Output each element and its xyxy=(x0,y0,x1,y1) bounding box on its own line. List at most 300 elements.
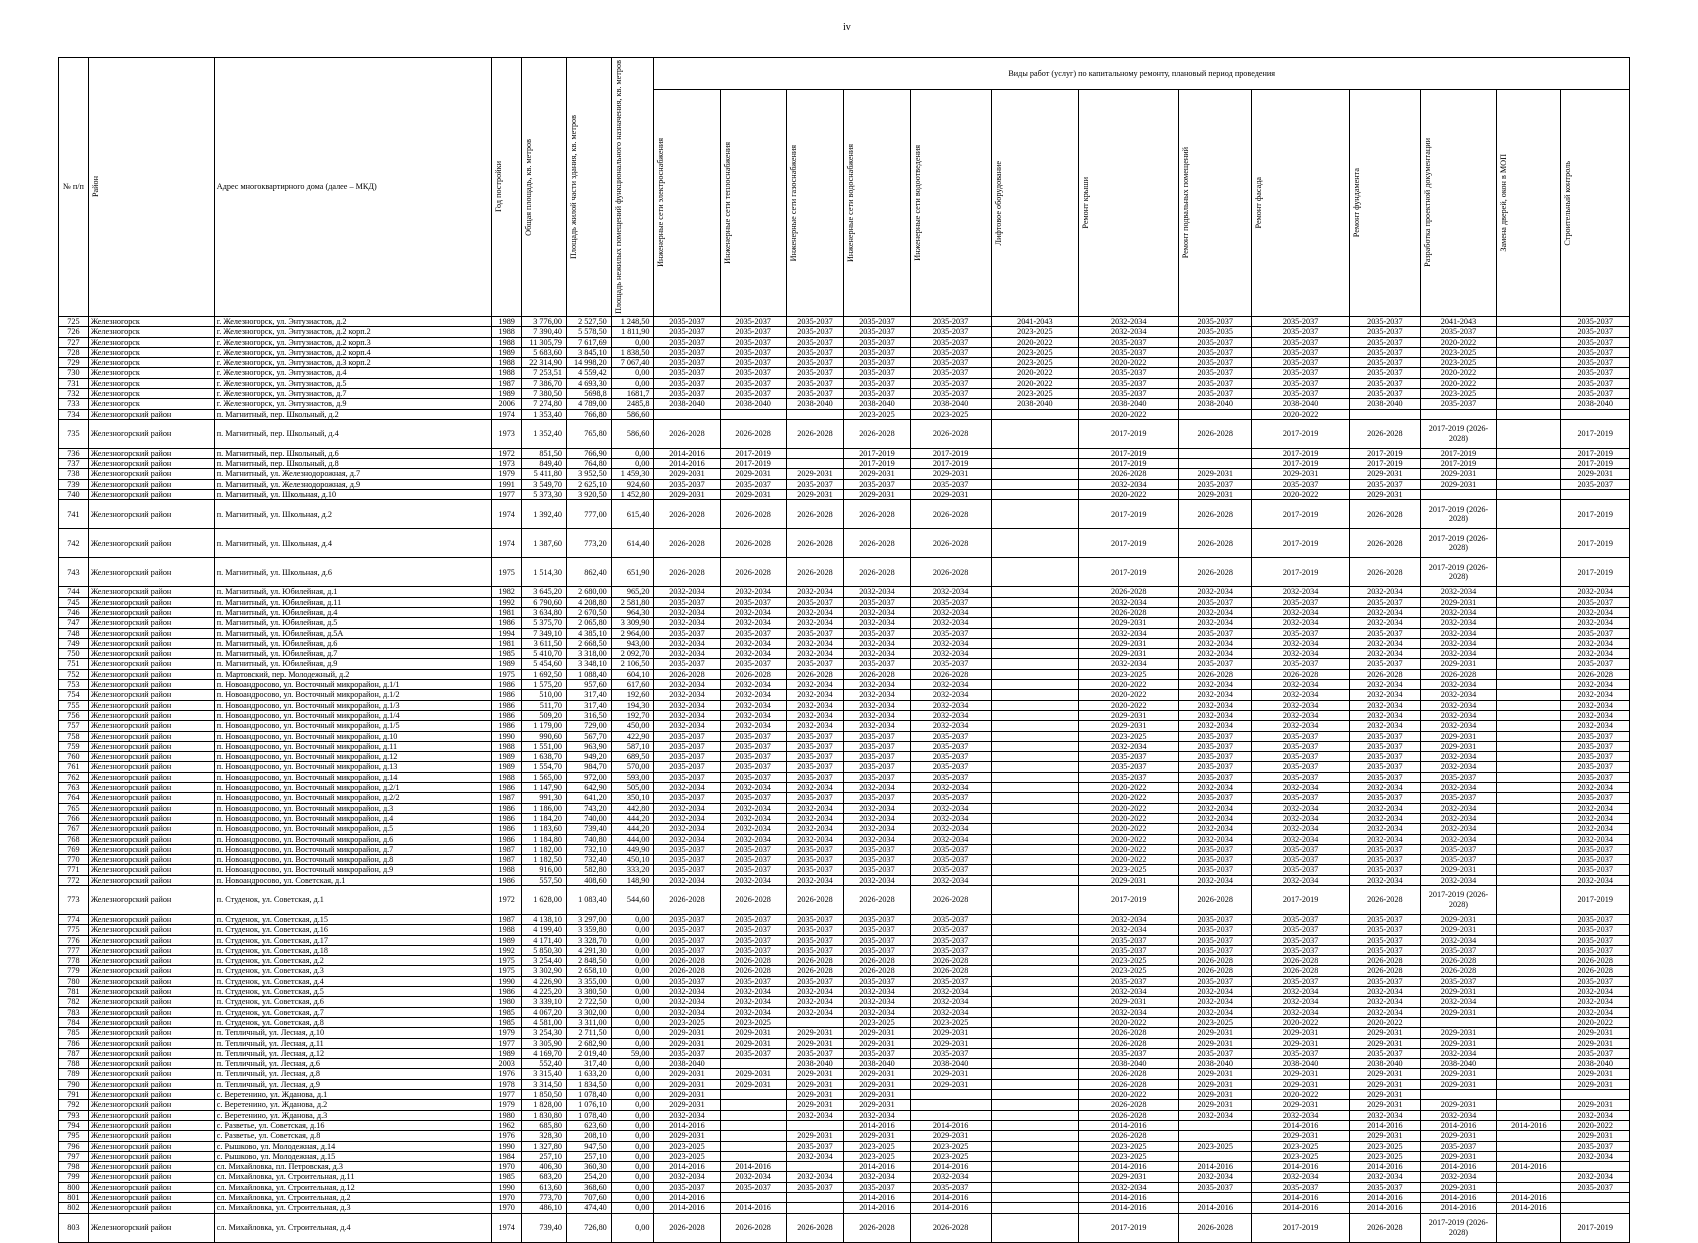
table-cell: 0,00 xyxy=(611,1110,654,1120)
table-cell xyxy=(1561,490,1630,500)
table-cell: 2029-2031 xyxy=(844,1069,910,1079)
table-cell: Железногорск xyxy=(88,389,214,399)
table-cell: 2035-2035 xyxy=(1179,327,1252,337)
table-cell: 2035-2037 xyxy=(654,358,720,368)
table-cell: 2038-2040 xyxy=(1179,399,1252,409)
table-cell: п. Новоандросово, ул. Восточный микрорайон, д.2/2 xyxy=(214,793,491,803)
table-cell: 747 xyxy=(59,618,89,628)
header-nonliving-area-text: Площадь нежилых помещений функционального назначения, кв. метров xyxy=(613,60,623,314)
table-cell: 2014-2016 xyxy=(1497,1162,1561,1172)
table-cell: 2023-2025 xyxy=(910,1151,991,1161)
table-cell: 2023-2025 xyxy=(1079,956,1179,966)
table-cell: 7 390,40 xyxy=(522,327,567,337)
table-row xyxy=(59,419,1630,448)
table-cell xyxy=(720,1090,786,1100)
table-cell: 2020-2022 xyxy=(1251,490,1349,500)
table-cell: 2035-2037 xyxy=(654,1048,720,1058)
table-cell: 1987 xyxy=(492,855,522,865)
table-cell: 317,40 xyxy=(566,690,611,700)
table-cell: 2032-2034 xyxy=(844,607,910,617)
table-cell: 791 xyxy=(59,1090,89,1100)
table-cell: 2035-2037 xyxy=(1561,316,1630,326)
table-cell: 735 xyxy=(59,419,89,448)
table-cell: 2020-2022 xyxy=(1079,358,1179,368)
table-cell: с. Веретенино, ул. Жданова, д.2 xyxy=(214,1100,491,1110)
table-cell: 2035-2037 xyxy=(786,337,844,347)
table-row xyxy=(59,1120,1630,1130)
table-cell: 2026-2028 xyxy=(1420,966,1497,976)
table-cell: 3 318,00 xyxy=(566,649,611,659)
table-cell: 2032-2034 xyxy=(910,721,991,731)
table-cell xyxy=(1561,1090,1630,1100)
table-cell: 1 554,70 xyxy=(522,762,567,772)
table-cell: 2032-2034 xyxy=(1251,783,1349,793)
table-cell: 2035-2037 xyxy=(1179,935,1252,945)
table-cell: 2023-2025 xyxy=(1350,1151,1420,1161)
table-cell: 2029-2031 xyxy=(654,1131,720,1141)
table-cell: 2035-2037 xyxy=(654,925,720,935)
table-cell: 2023-2025 xyxy=(991,389,1079,399)
table-cell: 1986 xyxy=(492,618,522,628)
table-cell: 2023-2025 xyxy=(654,1017,720,1027)
header-living-area xyxy=(566,58,611,317)
table-cell: Железногорский район xyxy=(88,1017,214,1027)
table-cell: 740 xyxy=(59,490,89,500)
table-cell: 2035-2037 xyxy=(786,479,844,489)
table-cell: 2035-2037 xyxy=(654,731,720,741)
table-cell: 737 xyxy=(59,459,89,469)
capital-repair-table-container xyxy=(58,57,1630,1243)
table-cell: 2029-2031 xyxy=(1179,1090,1252,1100)
table-cell: 2029-2031 xyxy=(1179,490,1252,500)
table-cell: 0,00 xyxy=(611,914,654,924)
table-cell: 2035-2037 xyxy=(844,378,910,388)
header-work-text: Лифтовое оборудование xyxy=(993,160,1003,246)
header-year-text: Год постройки xyxy=(494,161,504,213)
table-cell: 2029-2031 xyxy=(1420,987,1497,997)
table-cell: 586,60 xyxy=(611,409,654,419)
table-cell: 2014-2016 xyxy=(1420,1162,1497,1172)
table-cell: Железногорский район xyxy=(88,1151,214,1161)
table-cell: 7 380,50 xyxy=(522,389,567,399)
table-cell: 2032-2034 xyxy=(844,587,910,597)
table-cell: 728 xyxy=(59,347,89,357)
table-cell: 0,00 xyxy=(611,1141,654,1151)
table-row xyxy=(59,587,1630,597)
table-cell: п. Магнитный, ул. Юбилейная, д.11 xyxy=(214,597,491,607)
table-cell: 2026-2028 xyxy=(910,1213,991,1242)
table-row xyxy=(59,844,1630,854)
table-cell: 2026-2028 xyxy=(1251,669,1349,679)
table-cell: п. Новоандросово, ул. Восточный микрорайон, д.13 xyxy=(214,762,491,772)
table-cell: 2038-2040 xyxy=(786,399,844,409)
table-cell xyxy=(991,529,1079,558)
table-cell: 2020-2022 xyxy=(991,378,1079,388)
table-cell: 762 xyxy=(59,772,89,782)
table-cell: 2032-2034 xyxy=(1079,914,1179,924)
table-row xyxy=(59,987,1630,997)
table-cell: сл. Михайловка, ул. Строительная, д.12 xyxy=(214,1182,491,1192)
table-cell: 732,40 xyxy=(566,855,611,865)
table-cell: п. Студенок, ул. Советская, д.4 xyxy=(214,976,491,986)
table-cell: 316,50 xyxy=(566,710,611,720)
table-cell: 2035-2037 xyxy=(1561,479,1630,489)
table-cell: 2032-2034 xyxy=(1179,987,1252,997)
table-cell: п. Магнитный, ул. Школьная, д.4 xyxy=(214,529,491,558)
table-cell: 1 184,20 xyxy=(522,813,567,823)
table-cell xyxy=(991,479,1079,489)
table-cell: 1 850,50 xyxy=(522,1090,567,1100)
table-cell: 2023-2025 xyxy=(991,327,1079,337)
table-cell: 2023-2025 xyxy=(991,347,1079,357)
table-cell: 0,00 xyxy=(611,1193,654,1203)
table-cell: 2026-2028 xyxy=(844,529,910,558)
table-cell: 1977 xyxy=(492,490,522,500)
table-cell: п. Новоандросово, ул. Восточный микрорайон, д.12 xyxy=(214,752,491,762)
table-cell xyxy=(1497,558,1561,587)
table-cell xyxy=(1561,409,1630,419)
table-cell: 1 353,40 xyxy=(522,409,567,419)
table-cell: 2035-2037 xyxy=(1350,844,1420,854)
table-cell: 3 314,50 xyxy=(522,1079,567,1089)
table-cell xyxy=(991,834,1079,844)
table-cell: 2035-2037 xyxy=(786,347,844,357)
table-cell: 2032-2034 xyxy=(720,834,786,844)
table-cell: Железногорский район xyxy=(88,803,214,813)
table-cell: 2035-2037 xyxy=(1179,741,1252,751)
table-cell: 570,00 xyxy=(611,762,654,772)
table-cell: 5 411,80 xyxy=(522,469,567,479)
table-cell: п. Новоандросово, ул. Восточный микрорайон, д.3 xyxy=(214,803,491,813)
table-cell: 2032-2034 xyxy=(786,824,844,834)
table-cell: 1 628,00 xyxy=(522,885,567,914)
table-row xyxy=(59,803,1630,813)
table-cell: 2035-2037 xyxy=(1561,865,1630,875)
table-cell: 2032-2034 xyxy=(1420,628,1497,638)
table-cell xyxy=(991,783,1079,793)
table-cell xyxy=(991,680,1079,690)
table-cell: 3 311,00 xyxy=(566,1017,611,1027)
table-cell: 2035-2037 xyxy=(1420,793,1497,803)
table-cell: 2035-2037 xyxy=(910,479,991,489)
table-cell: п. Новоандросово, ул. Восточный микрорайон, д.9 xyxy=(214,865,491,875)
table-cell: 5 454,60 xyxy=(522,659,567,669)
table-cell: 2032-2034 xyxy=(1350,783,1420,793)
table-cell: 2035-2037 xyxy=(1561,844,1630,854)
table-cell: 2035-2037 xyxy=(1561,1048,1630,1058)
table-cell xyxy=(1497,1059,1561,1069)
table-cell: 2035-2037 xyxy=(910,741,991,751)
table-cell: 2032-2034 xyxy=(786,680,844,690)
table-cell: 2032-2034 xyxy=(1350,997,1420,1007)
table-cell: 2020-2022 xyxy=(1079,855,1179,865)
table-row xyxy=(59,1110,1630,1120)
table-cell: 2035-2037 xyxy=(1350,945,1420,955)
table-cell: 2035-2037 xyxy=(1561,1141,1630,1151)
table-cell: 2029-2031 xyxy=(786,1038,844,1048)
table-cell: 2485,8 xyxy=(611,399,654,409)
table-cell: 2038-2040 xyxy=(1079,399,1179,409)
table-cell: 593,00 xyxy=(611,772,654,782)
table-cell xyxy=(1497,316,1561,326)
table-cell xyxy=(991,987,1079,997)
table-cell: Железногорский район xyxy=(88,618,214,628)
table-cell: 2035-2037 xyxy=(1079,762,1179,772)
table-cell: 4 208,80 xyxy=(566,597,611,607)
table-cell: Железногорский район xyxy=(88,649,214,659)
table-cell: 2035-2037 xyxy=(720,347,786,357)
table-cell: 2029-2031 xyxy=(1561,469,1630,479)
table-row xyxy=(59,1203,1630,1213)
table-cell: 2 722,50 xyxy=(566,997,611,1007)
table-cell: 2032-2034 xyxy=(786,700,844,710)
table-cell: 511,70 xyxy=(522,700,567,710)
header-num: № п/п xyxy=(59,58,89,317)
table-cell: 4 171,40 xyxy=(522,935,567,945)
table-cell: 2035-2037 xyxy=(910,1048,991,1058)
table-cell xyxy=(1497,368,1561,378)
table-cell xyxy=(991,1193,1079,1203)
table-cell: 2017-2019 xyxy=(1251,885,1349,914)
table-cell: 2032-2034 xyxy=(720,649,786,659)
table-cell: 2035-2037 xyxy=(654,793,720,803)
table-cell: 2035-2037 xyxy=(910,935,991,945)
table-cell xyxy=(991,1151,1079,1161)
table-cell: 2032-2034 xyxy=(1179,700,1252,710)
table-cell: 2032-2034 xyxy=(1420,1172,1497,1182)
table-cell: 2032-2034 xyxy=(654,721,720,731)
table-cell: 2032-2034 xyxy=(720,875,786,885)
table-cell xyxy=(991,741,1079,751)
table-cell: 3 611,50 xyxy=(522,638,567,648)
table-cell: Железногорский район xyxy=(88,607,214,617)
table-cell: 984,70 xyxy=(566,762,611,772)
table-cell: 2035-2037 xyxy=(1179,316,1252,326)
table-cell: 689,50 xyxy=(611,752,654,762)
table-cell: 1990 xyxy=(492,1141,522,1151)
table-cell: 1986 xyxy=(492,834,522,844)
table-cell: 2035-2037 xyxy=(910,844,991,854)
table-cell: 2032-2034 xyxy=(1251,700,1349,710)
table-cell: 2032-2034 xyxy=(720,803,786,813)
table-cell: 2035-2037 xyxy=(910,772,991,782)
table-cell: 2038-2040 xyxy=(844,399,910,409)
table-cell: 2035-2037 xyxy=(654,368,720,378)
table-row xyxy=(59,459,1630,469)
table-cell: 3 315,40 xyxy=(522,1069,567,1079)
table-cell: 2032-2034 xyxy=(1561,607,1630,617)
table-cell xyxy=(1420,409,1497,419)
table-cell: 947,50 xyxy=(566,1141,611,1151)
table-cell: 2029-2031 xyxy=(720,1079,786,1089)
table-cell: 2026-2028 xyxy=(1179,1213,1252,1242)
table-cell: 2014-2016 xyxy=(720,1203,786,1213)
table-cell: п. Магнитный, ул. Школьная, д.10 xyxy=(214,490,491,500)
table-cell: 2032-2034 xyxy=(720,638,786,648)
table-cell: 2029-2031 xyxy=(910,1028,991,1038)
table-row xyxy=(59,824,1630,834)
table-cell: 773 xyxy=(59,885,89,914)
table-cell xyxy=(1497,865,1561,875)
table-cell: 2017-2019 xyxy=(1079,1213,1179,1242)
table-cell: 2035-2037 xyxy=(786,628,844,638)
table-cell: 2017-2019 xyxy=(1079,419,1179,448)
table-cell xyxy=(1497,1141,1561,1151)
table-cell: 2032-2034 xyxy=(844,783,910,793)
table-cell: Железногорский район xyxy=(88,793,214,803)
table-cell: 2023-2025 xyxy=(910,1017,991,1027)
table-cell xyxy=(1497,1213,1561,1242)
table-cell: 2029-2031 xyxy=(786,1069,844,1079)
table-cell: 2032-2034 xyxy=(1179,1110,1252,1120)
table-cell: 780 xyxy=(59,976,89,986)
table-cell: 2035-2037 xyxy=(1251,597,1349,607)
table-cell: 2035-2037 xyxy=(1251,358,1349,368)
table-cell: 2032-2034 xyxy=(844,875,910,885)
table-cell: 2032-2034 xyxy=(1561,997,1630,1007)
table-cell: 2032-2034 xyxy=(910,834,991,844)
table-cell: 2026-2028 xyxy=(720,669,786,679)
table-cell xyxy=(1497,885,1561,914)
table-cell: 2032-2034 xyxy=(1079,987,1179,997)
table-cell: 2032-2034 xyxy=(654,813,720,823)
table-cell: 2032-2034 xyxy=(1079,316,1179,326)
table-cell: Железногорск xyxy=(88,399,214,409)
table-cell: п. Тепличный, ул. Лесная, д.8 xyxy=(214,1069,491,1079)
table-cell: 2029-2031 xyxy=(1561,1131,1630,1141)
table-cell: 2017-2019 xyxy=(910,459,991,469)
table-row xyxy=(59,337,1630,347)
table-cell: 2032-2034 xyxy=(1179,690,1252,700)
table-cell: 642,90 xyxy=(566,783,611,793)
table-cell: 1 452,80 xyxy=(611,490,654,500)
table-cell: 765 xyxy=(59,803,89,813)
table-cell: 1 327,80 xyxy=(522,1141,567,1151)
table-cell: 0,00 xyxy=(611,1151,654,1161)
table-cell: 2029-2031 xyxy=(1420,1069,1497,1079)
table-cell: 1986 xyxy=(492,700,522,710)
table-cell: Железногорский район xyxy=(88,1110,214,1120)
table-cell: 2032-2034 xyxy=(1561,783,1630,793)
header-work-11 xyxy=(1497,89,1561,316)
table-cell: п. Студенок, ул. Советская, д.18 xyxy=(214,945,491,955)
table-cell: 752 xyxy=(59,669,89,679)
table-cell: 2026-2028 xyxy=(844,1213,910,1242)
table-cell: 510,00 xyxy=(522,690,567,700)
table-cell: 2035-2037 xyxy=(786,772,844,782)
table-cell: 2035-2037 xyxy=(786,844,844,854)
table-cell: 2035-2037 xyxy=(844,752,910,762)
table-cell: 614,40 xyxy=(611,529,654,558)
table-cell: 2029-2031 xyxy=(1079,1172,1179,1182)
table-cell: 2035-2037 xyxy=(786,1141,844,1151)
table-cell: 2035-2037 xyxy=(654,628,720,638)
table-cell: 2035-2037 xyxy=(1561,1182,1630,1192)
table-cell: сл. Михайловка, ул. Строительная, д.3 xyxy=(214,1203,491,1213)
header-living-area-text: Площадь жилой части здания, кв. метров xyxy=(568,114,578,259)
table-cell: 2035-2037 xyxy=(786,741,844,751)
table-cell xyxy=(1497,813,1561,823)
table-cell: 2023-2025 xyxy=(1079,865,1179,875)
table-cell: 2035-2037 xyxy=(1251,935,1349,945)
table-cell: 2035-2037 xyxy=(720,597,786,607)
table-cell: 2 658,10 xyxy=(566,966,611,976)
table-cell: п. Новоандросово, ул. Восточный микрорайон, д.1/3 xyxy=(214,700,491,710)
table-cell xyxy=(991,803,1079,813)
table-cell: г. Железногорск, ул. Энтузиастов, д.7 xyxy=(214,389,491,399)
table-cell: 2035-2037 xyxy=(654,844,720,854)
table-cell xyxy=(991,607,1079,617)
table-cell: 963,90 xyxy=(566,741,611,751)
table-cell xyxy=(1350,409,1420,419)
table-cell: 2035-2037 xyxy=(1251,741,1349,751)
table-cell: 2017-2019 (2026-2028) xyxy=(1420,419,1497,448)
table-cell: 2035-2037 xyxy=(1350,1048,1420,1058)
table-cell: 2035-2037 xyxy=(1251,368,1349,378)
table-cell: Железногорский район xyxy=(88,865,214,875)
table-cell: 773,20 xyxy=(566,529,611,558)
table-cell: п. Тепличный, ул. Лесная, д.10 xyxy=(214,1028,491,1038)
table-cell: 2038-2040 xyxy=(786,1059,844,1069)
table-cell: 2032-2034 xyxy=(1350,690,1420,700)
table-cell: 2032-2034 xyxy=(844,618,910,628)
table-cell: 2029-2031 xyxy=(654,1028,720,1038)
table-cell: 11 305,79 xyxy=(522,337,567,347)
table-cell: 2026-2028 xyxy=(1561,966,1630,976)
table-cell: 2035-2037 xyxy=(654,327,720,337)
table-cell: 2032-2034 xyxy=(786,813,844,823)
table-cell: 2032-2034 xyxy=(1179,783,1252,793)
table-row xyxy=(59,490,1630,500)
table-cell xyxy=(1497,389,1561,399)
table-cell: 2032-2034 xyxy=(1561,803,1630,813)
table-cell: 2035-2037 xyxy=(1251,731,1349,741)
table-cell: 2029-2031 xyxy=(1350,1069,1420,1079)
table-cell: 781 xyxy=(59,987,89,997)
table-cell: 2020-2022 xyxy=(1079,690,1179,700)
table-cell: 5 683,60 xyxy=(522,347,567,357)
header-work-4 xyxy=(910,89,991,316)
table-cell: 474,40 xyxy=(566,1203,611,1213)
table-cell: п. Тепличный, ул. Лесная, д.11 xyxy=(214,1038,491,1048)
table-cell: 2035-2037 xyxy=(1350,731,1420,741)
table-cell xyxy=(991,1028,1079,1038)
table-cell: Железногорский район xyxy=(88,824,214,834)
table-cell: 2035-2037 xyxy=(720,731,786,741)
table-cell xyxy=(991,935,1079,945)
table-cell xyxy=(1497,721,1561,731)
table-cell: 725 xyxy=(59,316,89,326)
table-cell: 2029-2031 xyxy=(1251,469,1349,479)
table-cell: 2035-2037 xyxy=(1561,347,1630,357)
table-cell: 2035-2037 xyxy=(720,389,786,399)
table-cell: 2029-2031 xyxy=(720,469,786,479)
table-cell: 2035-2037 xyxy=(1420,844,1497,854)
table-cell: 1989 xyxy=(492,935,522,945)
table-cell xyxy=(786,1203,844,1213)
table-cell: 2035-2037 xyxy=(786,793,844,803)
table-cell: 797 xyxy=(59,1151,89,1161)
table-cell: Железногорский район xyxy=(88,558,214,587)
table-cell: 2023-2025 xyxy=(991,358,1079,368)
table-cell: 732,10 xyxy=(566,844,611,854)
table-cell: 2029-2031 xyxy=(1079,649,1179,659)
table-cell: 2035-2037 xyxy=(720,772,786,782)
table-cell: 2014-2016 xyxy=(654,1203,720,1213)
table-cell: 2029-2031 xyxy=(1561,1038,1630,1048)
table-cell xyxy=(1497,1090,1561,1100)
table-cell: 740,00 xyxy=(566,813,611,823)
